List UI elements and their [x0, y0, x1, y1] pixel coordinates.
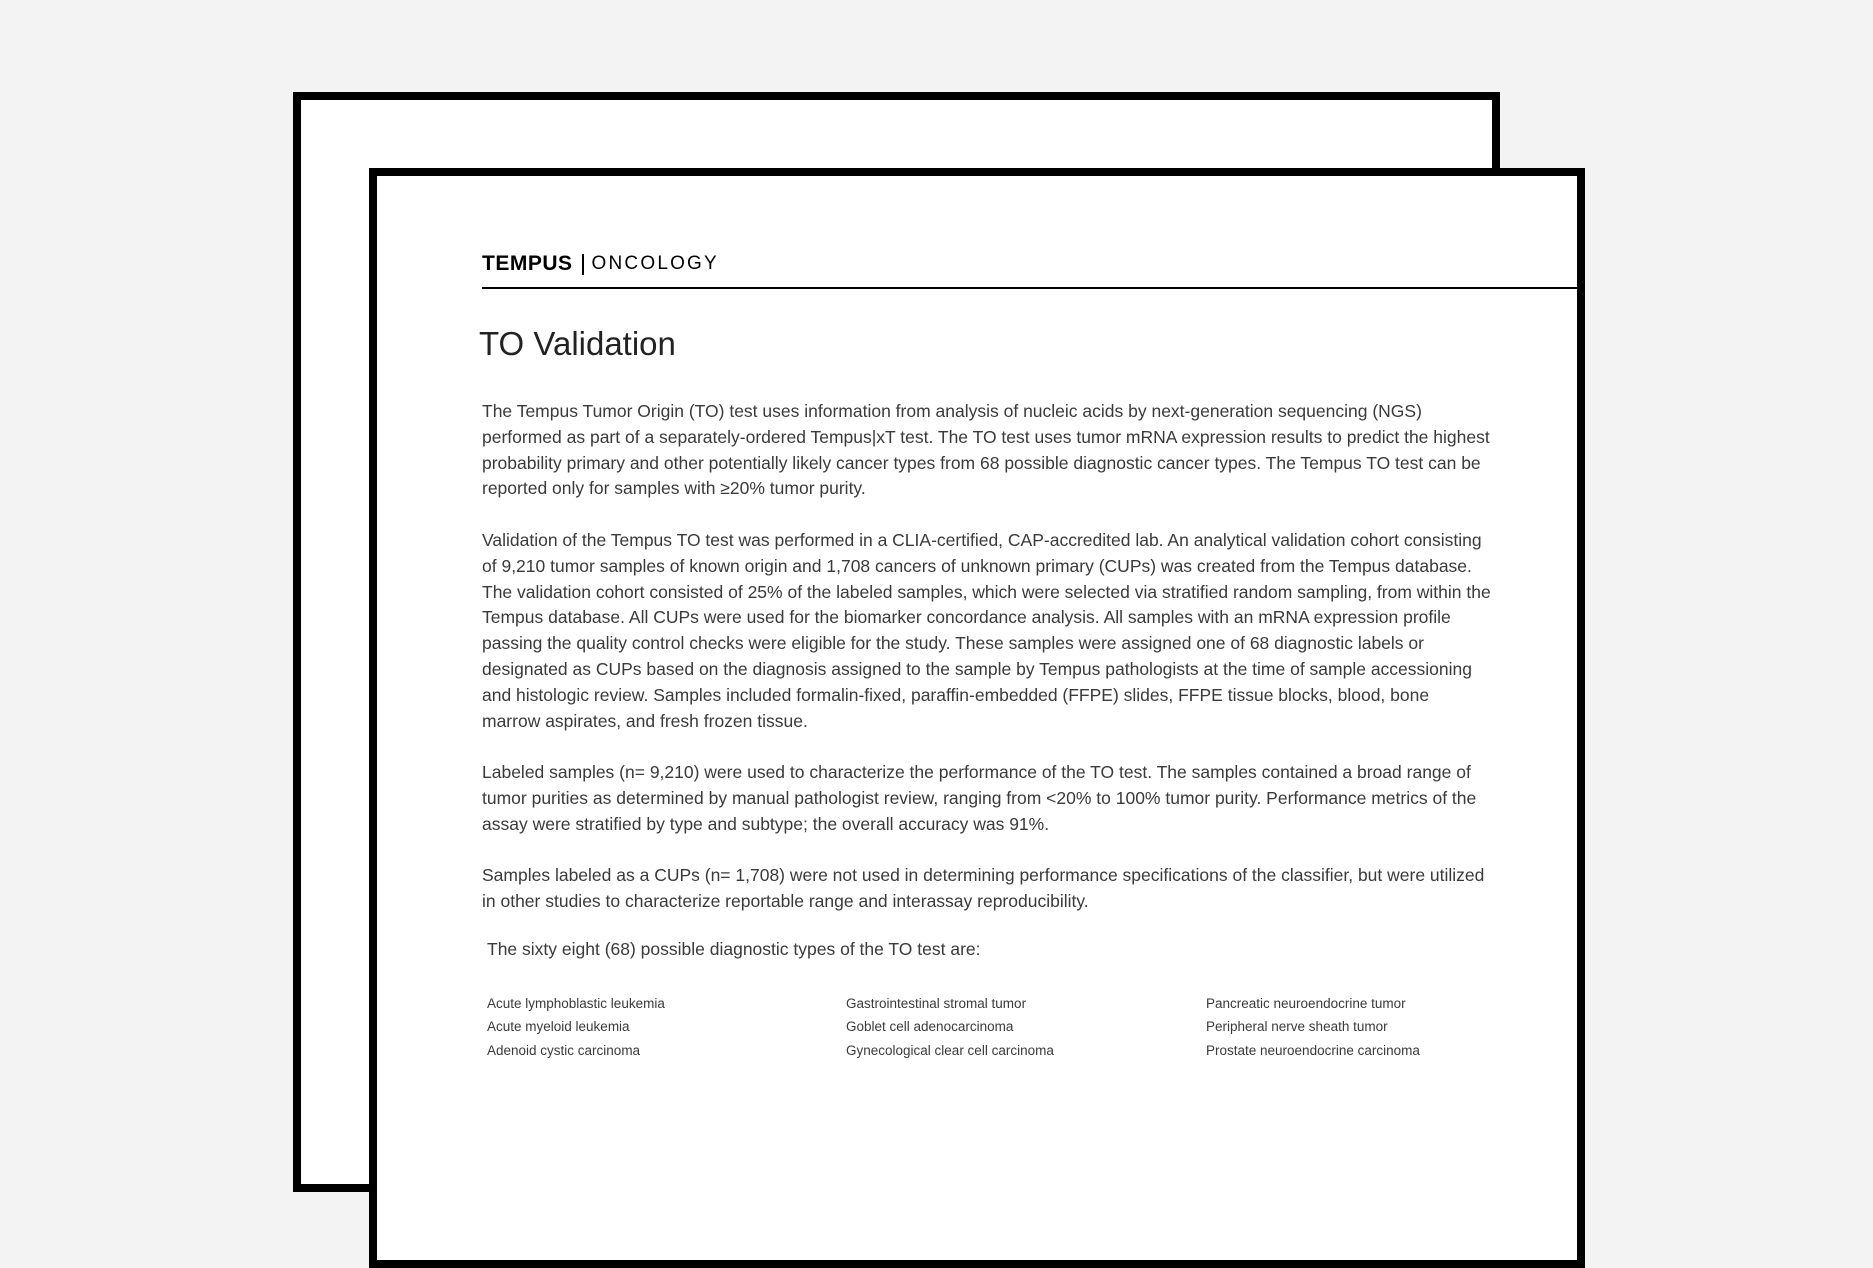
list-item: Prostate neuroendocrine carcinoma — [1206, 1042, 1420, 1058]
diagnostic-types-column-3 — [1206, 992, 1420, 1062]
document-header — [482, 252, 719, 276]
brand-divider — [582, 254, 584, 275]
list-item: Acute lymphoblastic leukemia — [487, 996, 665, 1011]
list-item: Goblet cell adenocarcinoma — [846, 1019, 1014, 1035]
list-item: Gynecological clear cell carcinoma — [846, 1042, 1054, 1058]
diagnostic-types-intro: The sixty eight (68) possible diagnostic types of the TO test are: — [487, 939, 981, 959]
list-item: Acute myeloid leukemia — [487, 1019, 630, 1035]
paragraph-2: Validation of the Tempus TO test was performed in a CLIA-certified, CAP-accredited lab. An analytical validation cohort consisting of 9,210 tumor samples of known origin and 1,708 cancers of unknown primary (CUPs) was created from the Tempus database. The validation cohort consisted of 25% of the labeled samples, which were selected via stratified random sampling, from within the Tempus database. All CUPs were used for the biomarker concordance analysis. All samples with an mRNA expression profile passing the quality control checks were eligible for the study. These samples were assigned one of 68 diagnostic labels or designated as CUPs based on the diagnosis assigned to the sample by Tempus pathologists at the time of sample accessioning and histologic review. Samples included formalin-fixed, paraffin-embedded (FFPE) slides, FFPE tissue blocks, blood, bone marrow aspirates, and fresh frozen tissue. — [482, 530, 1491, 731]
page-title: TO Validation — [479, 325, 676, 362]
list-item: Gastrointestinal stromal tumor — [846, 996, 1027, 1011]
paragraph-1: The Tempus Tumor Origin (TO) test uses information from analysis of nucleic acids by next-generation sequencing (NGS) performed as part of a separately-ordered Tempus|xT test. The TO test uses tumor mRNA expression results to predict the highest probability primary and other potentially likely cancer types from 68 possible diagnostic cancer types. The Tempus TO test can be reported only for samples with ≥20% tumor purity. — [482, 401, 1490, 499]
diagnostic-types-column-2 — [846, 992, 1054, 1062]
paragraph-3: Labeled samples (n= 9,210) were used to characterize the performance of the TO test. The samples contained a broad range of tumor purities as determined by manual pathologist review, ranging from <20% to 100% tumor purity. Performance metrics of the assay were stratified by type and subtype; the overall accuracy was 91%. — [482, 762, 1477, 834]
paragraph-4: Samples labeled as a CUPs (n= 1,708) were not used in determining performance specifications of the classifier, but were utilized in other studies to characterize reportable range and interassay reproducibility. — [482, 865, 1485, 911]
front-document-page — [369, 168, 1585, 1268]
diagnostic-types-column-1 — [487, 992, 665, 1062]
list-item: Pancreatic neuroendocrine tumor — [1206, 996, 1406, 1011]
brand-logo: TEMPUS — [482, 252, 573, 275]
list-item: Adenoid cystic carcinoma — [487, 1042, 641, 1058]
header-rule — [482, 287, 1577, 289]
list-item: Peripheral nerve sheath tumor — [1206, 1019, 1388, 1035]
brand-subtitle: ONCOLOGY — [591, 253, 719, 274]
